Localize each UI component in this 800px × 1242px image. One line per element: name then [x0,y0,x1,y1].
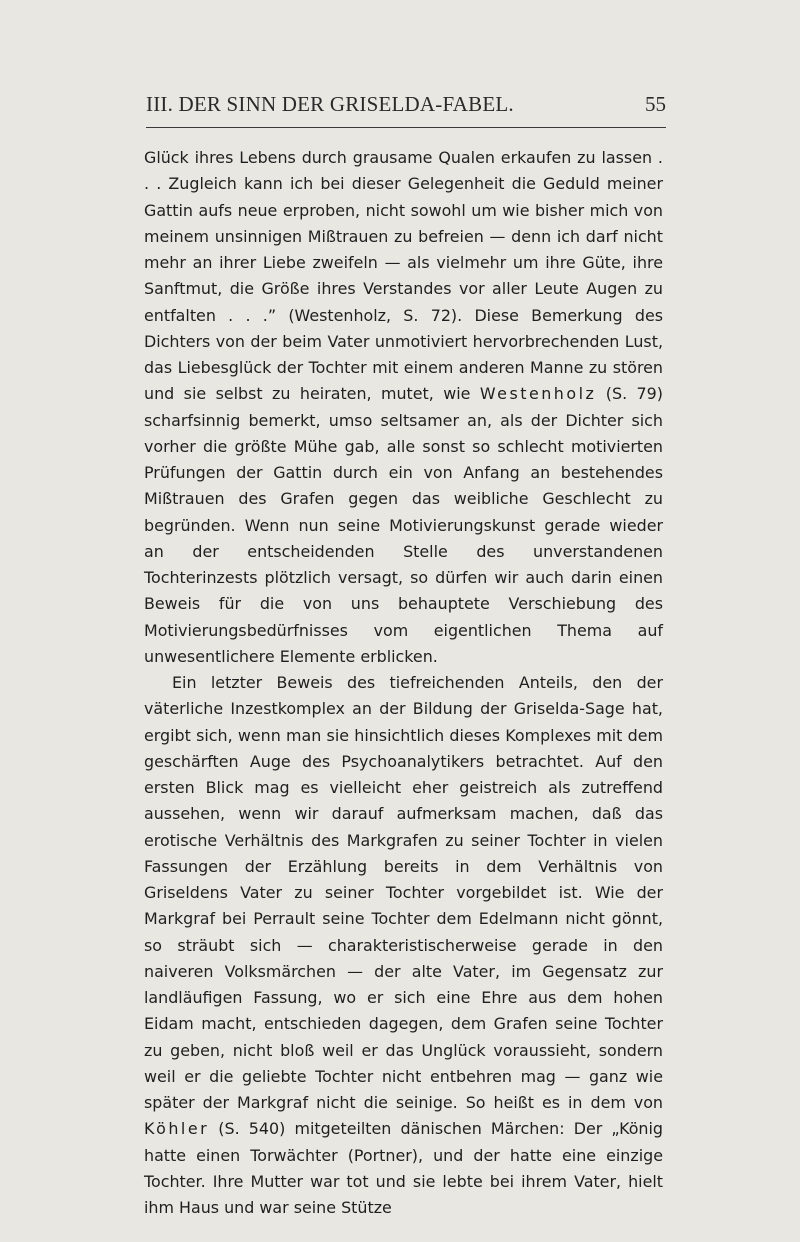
author-name: Köhler [144,1119,210,1139]
paragraph [144,145,663,670]
header-rule [146,127,666,128]
running-header [146,92,666,128]
chapter-title: III. DER SINN DER GRISELDA-FABEL. [146,92,514,116]
paragraph [144,670,663,1221]
author-name: Westenholz [479,384,597,404]
text-segment: (S. 79) scharfsinnig bemerkt, umso seltsamer an, als der Dichter sich vorher die größte Mühe gab, alle sonst so schlecht motivierten Prüfungen der Gattin durch ein von Anfang an bestehendes Mißtrauen des Grafen gegen das weibliche Geschlecht zu begründen. Wenn nun seine Motivierungskunst gerade wieder an der entscheidenden Stelle des unverstandenen Tochterinzests plötzlich versagt, so dürfen wir auch darin einen Beweis für die von uns behauptete Verschiebung des Motivierungsbedürfnisses vom eigentlichen Thema auf unwesentlichere Elemente erblicken. [144,384,663,666]
text-segment: (S. 540) mitgeteilten dänischen Märchen: Der „König hatte einen Torwächter (Portner), und der hatte eine einzige Tochter. Ihre Mutter war tot und sie lebte bei ihrem Vater, hielt ihm Haus und war seine Stütze [144,1119,663,1217]
body-text [144,145,663,1221]
page-number: 55 [645,92,666,116]
text-segment: Glück ihres Lebens durch grausame Qualen erkaufen zu lassen . . . Zugleich kann ich bei dieser Gelegenheit die Geduld meiner Gattin aufs neue erproben, nicht sowohl um wie bisher mich von meinem unsinnigen Mißtrauen zu befreien — denn ich darf nicht mehr an ihrer Liebe zweifeln — als vielmehr um ihre Güte, ihre Sanftmut, die Größe ihres Verstandes vor aller Leute Augen zu entfalten . . .” (Westenholz, S. 72). Diese Bemerkung des Dichters von der beim Vater unmotiviert hervorbrechenden Lust, das Liebesglück der Tochter mit einem anderen Manne zu stören und sie selbst zu heiraten, mutet, wie [144,148,663,404]
text-segment: Ein letzter Beweis des tiefreichenden Anteils, den der väterliche Inzestkomplex an der Bildung der Griselda-Sage hat, ergibt sich, wenn man sie hinsichtlich dieses Komplexes mit dem geschärften Auge des Psychoanalytikers betrachtet. Auf den ersten Blick mag es vielleicht eher geistreich als zutreffend aussehen, wenn wir darauf aufmerksam machen, daß das erotische Verhältnis des Markgrafen zu seiner Tochter in vielen Fassungen der Erzählung bereits in dem Verhältnis von Griseldens Vater zu seiner Tochter vorgebildet ist. Wie der Markgraf bei Perrault seine Tochter dem Edelmann nicht gönnt, so sträubt sich — charakteristischerweise gerade in den naiveren Volksmärchen — der alte Vater, im Gegensatz zur landläufigen Fassung, wo er sich eine Ehre aus dem hohen Eidam macht, entschieden dagegen, dem Grafen seine Tochter zu geben, nicht bloß weil er das Unglück voraussieht, sondern weil er die geliebte Tochter nicht entbehren mag — ganz wie später der Markgraf nicht die seinige. So heißt es in dem von [144,673,663,1112]
